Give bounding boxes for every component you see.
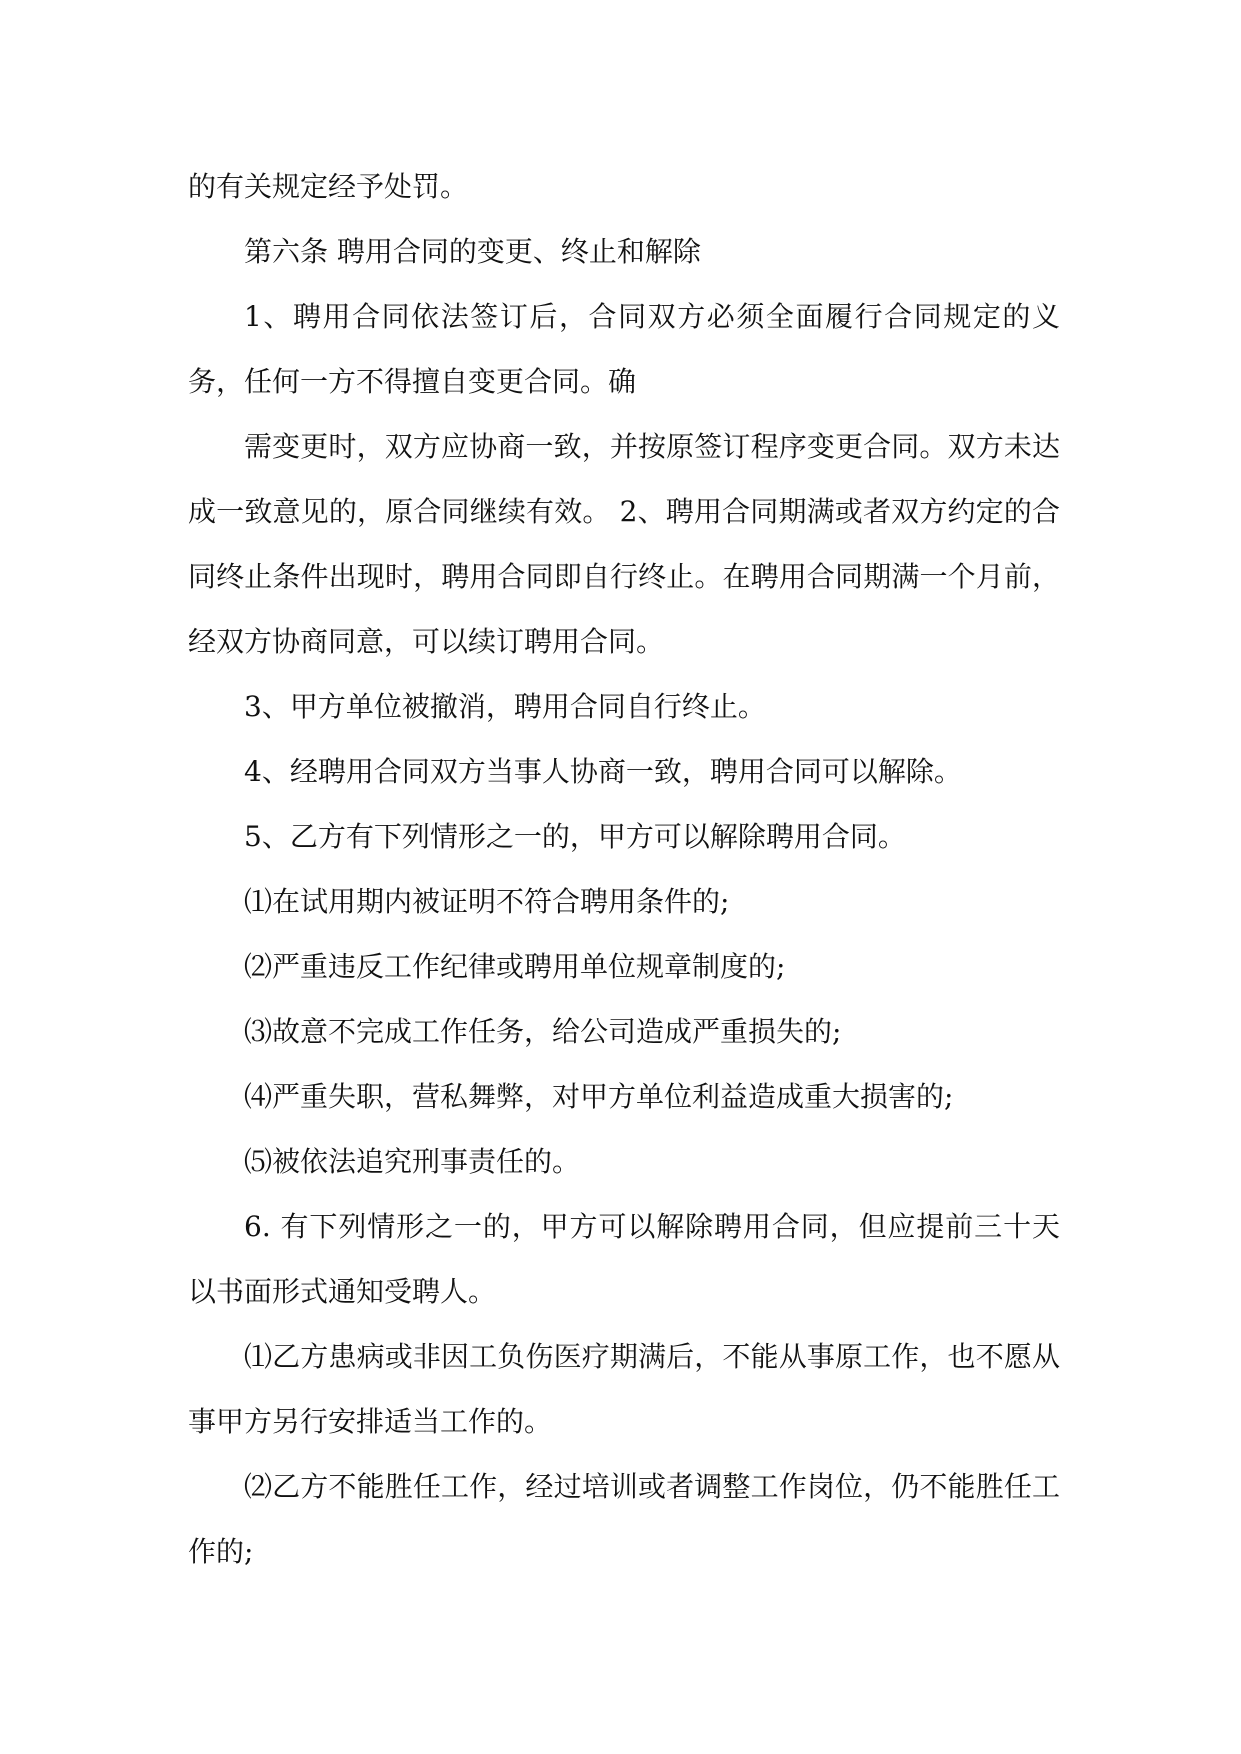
clause-6-item-2: ⑵乙方不能胜任工作，经过培训或者调整工作岗位，仍不能胜任工作的;: [188, 1470, 1060, 1568]
clause-5-item-2: ⑵严重违反工作纪律或聘用单位规章制度的;: [244, 950, 786, 983]
clause-5-item-3: ⑶故意不完成工作任务，给公司造成严重损失的;: [244, 1015, 842, 1048]
clause-6-item-1: ⑴乙方患病或非因工负伤医疗期满后，不能从事原工作，也不愿从事甲方另行安排适当工作的。: [188, 1340, 1060, 1438]
clause-6: 6. 有下列情形之一的，甲方可以解除聘用合同，但应提前三十天以书面形式通知受聘人。: [188, 1210, 1060, 1308]
article-six-heading: 第六条 聘用合同的变更、终止和解除: [244, 235, 701, 268]
clause-5-item-1: ⑴在试用期内被证明不符合聘用条件的;: [244, 885, 730, 918]
clause-5-item-5: ⑸被依法追究刑事责任的。: [244, 1145, 581, 1178]
clause-3: 3、甲方单位被撤消，聘用合同自行终止。: [244, 690, 766, 723]
paragraph-penalty-continuation: 的有关规定经予处罚。: [188, 170, 469, 203]
document-body: [188, 154, 1060, 1584]
clause-1: 1、聘用合同依法签订后，合同双方必须全面履行合同规定的义务，任何一方不得擅自变更合同。确: [188, 300, 1060, 398]
clause-5-item-4: ⑷严重失职，营私舞弊，对甲方单位利益造成重大损害的;: [244, 1080, 954, 1113]
clause-1-continuation-clause-2: 需变更时，双方应协商一致，并按原签订程序变更合同。双方未达成一致意见的，原合同继续有效。 2、聘用合同期满或者双方约定的合同终止条件出现时，聘用合同即自行终止。在聘用合同期满一个月前，经双方协商同意，可以续订聘用合同。: [188, 430, 1060, 658]
clause-5: 5、乙方有下列情形之一的，甲方可以解除聘用合同。: [244, 820, 906, 853]
clause-4: 4、经聘用合同双方当事人协商一致，聘用合同可以解除。: [244, 755, 962, 788]
